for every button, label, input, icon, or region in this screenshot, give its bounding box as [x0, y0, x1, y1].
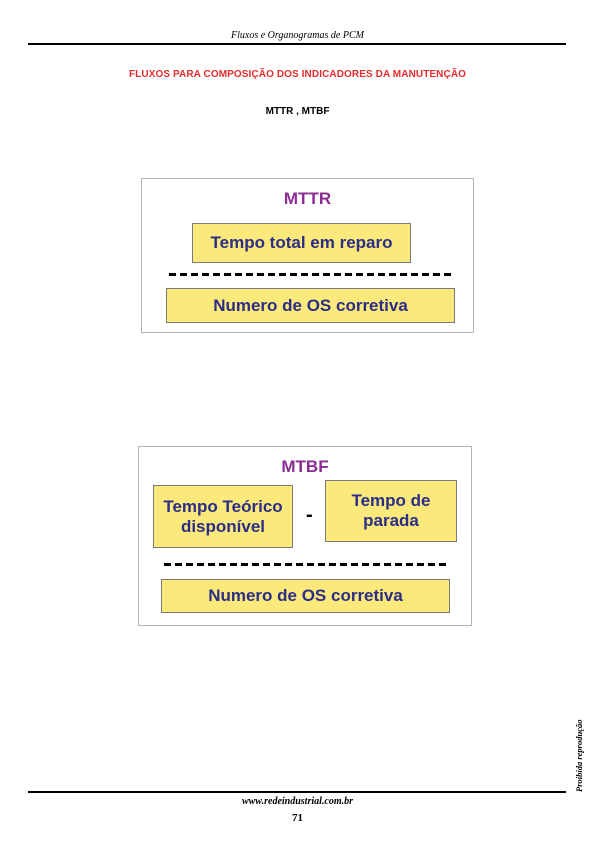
mttr-diagram	[141, 178, 474, 333]
copyright-note: Proibida reprodução	[574, 719, 584, 792]
mtbf-minus-operator: -	[306, 504, 313, 526]
mtbf-term-a-box: Tempo Teórico disponível	[153, 485, 293, 548]
page-number: 71	[292, 812, 303, 824]
mtbf-title: MTBF	[281, 457, 329, 476]
mttr-fraction-bar	[169, 273, 454, 276]
mttr-title: MTTR	[283, 189, 332, 208]
mtbf-term-b-box: Tempo de parada	[325, 480, 457, 542]
running-header: Fluxos e Organogramas de PCM	[231, 30, 364, 41]
section-subtitle: MTTR , MTBF	[265, 106, 330, 117]
footer-rule	[28, 791, 566, 793]
mtbf-diagram	[138, 446, 472, 626]
mttr-numerator-box: Tempo total em reparo	[192, 223, 411, 263]
mttr-denominator-box: Numero de OS corretiva	[166, 288, 455, 323]
mtbf-denominator-box: Numero de OS corretiva	[161, 579, 450, 613]
footer-url: www.redeindustrial.com.br	[241, 796, 354, 807]
section-title: FLUXOS PARA COMPOSIÇÃO DOS INDICADORES DA MANUTENÇÃO	[128, 69, 467, 80]
header-rule	[28, 43, 566, 45]
mtbf-fraction-bar	[164, 563, 449, 566]
